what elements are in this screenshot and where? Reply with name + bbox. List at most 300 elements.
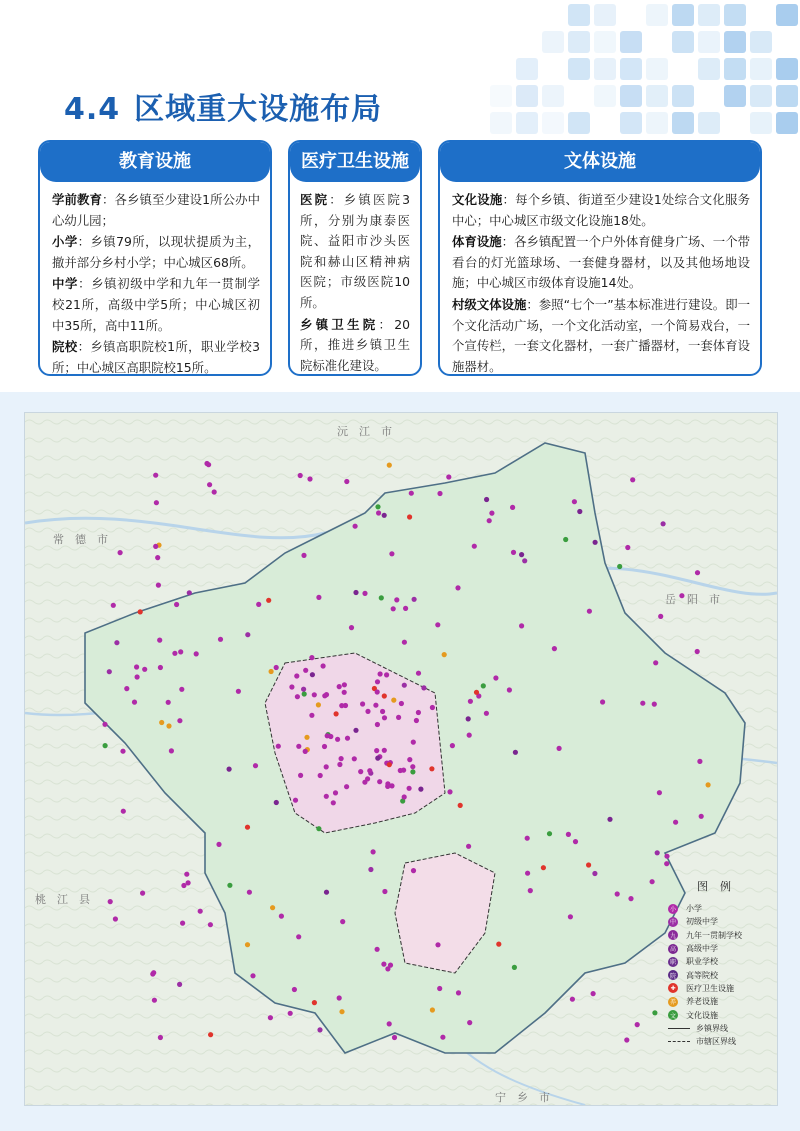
decorative-tile <box>542 85 564 107</box>
facility-marker <box>362 591 367 596</box>
facility-marker <box>450 743 455 748</box>
para <box>300 190 410 314</box>
facility-marker <box>394 597 399 602</box>
facility-marker <box>270 905 275 910</box>
facility-marker <box>373 703 378 708</box>
facility-marker <box>541 865 546 870</box>
legend-label: 文化设施 <box>686 1010 718 1020</box>
legend-symbol-icon: 高 <box>668 944 678 954</box>
township-line-icon <box>668 1028 690 1029</box>
facility-marker <box>342 682 347 687</box>
facility-marker <box>289 684 294 689</box>
card-culture-head: 文体设施 <box>440 142 760 182</box>
facility-marker <box>198 909 203 914</box>
facility-marker <box>216 842 221 847</box>
facility-marker <box>375 504 380 509</box>
facility-marker <box>416 671 421 676</box>
facility-marker <box>172 651 177 656</box>
facility-marker <box>153 544 158 549</box>
facility-marker <box>458 803 463 808</box>
facility-marker <box>375 689 380 694</box>
decorative-tile <box>776 85 798 107</box>
facility-marker <box>557 746 562 751</box>
decorative-tile <box>776 4 798 26</box>
facility-marker <box>568 914 573 919</box>
facility-marker <box>489 511 494 516</box>
facility-marker <box>625 545 630 550</box>
facility-marker <box>114 640 119 645</box>
facility-marker <box>437 986 442 991</box>
card-medical <box>288 140 422 376</box>
facility-marker <box>615 891 620 896</box>
facility-marker <box>368 867 373 872</box>
facility-marker <box>118 550 123 555</box>
legend-item <box>668 1008 772 1021</box>
facility-marker <box>375 679 380 684</box>
facility-marker <box>525 871 530 876</box>
decorative-tile <box>646 112 668 134</box>
para-label: 村级文体设施 <box>452 296 527 312</box>
facility-marker <box>381 962 386 967</box>
decorative-tile <box>490 85 512 107</box>
page-title <box>64 84 382 128</box>
para <box>52 232 260 273</box>
facility-marker <box>384 672 389 677</box>
para <box>52 274 260 336</box>
facility-marker <box>661 521 666 526</box>
para-text: ：乡镇高职院校1所，职业学校3所；中心城区高职院校15所。 <box>52 339 260 375</box>
facility-marker <box>411 740 416 745</box>
legend-label: 初级中学 <box>686 917 718 927</box>
facility-marker <box>159 720 164 725</box>
facility-marker <box>345 736 350 741</box>
facility-marker <box>174 602 179 607</box>
facility-marker <box>154 500 159 505</box>
facility-marker <box>107 669 112 674</box>
para <box>452 232 750 294</box>
facility-marker <box>302 691 307 696</box>
facility-marker <box>132 700 137 705</box>
facility-marker <box>135 674 140 679</box>
facility-marker <box>339 703 344 708</box>
legend-item-township-line <box>668 1022 772 1035</box>
facility-marker <box>456 990 461 995</box>
facility-marker <box>269 669 274 674</box>
facility-marker <box>593 540 598 545</box>
facility-marker <box>375 722 380 727</box>
facility-marker <box>227 767 232 772</box>
facility-marker <box>325 733 330 738</box>
facility-marker <box>652 1010 657 1015</box>
decorative-tile <box>698 58 720 80</box>
label-north: 沅 江 市 <box>337 425 392 438</box>
facility-marker <box>206 462 211 467</box>
facility-marker <box>437 491 442 496</box>
facility-marker <box>365 709 370 714</box>
facility-marker <box>138 609 143 614</box>
decorative-tile <box>568 112 590 134</box>
facility-marker <box>157 638 162 643</box>
facility-marker <box>367 768 372 773</box>
legend-item <box>668 982 772 995</box>
facility-marker <box>298 473 303 478</box>
facility-marker <box>169 748 174 753</box>
card-education <box>38 140 272 376</box>
facility-marker <box>337 762 342 767</box>
facility-marker <box>652 702 657 707</box>
facility-marker <box>296 744 301 749</box>
decorative-tile <box>672 85 694 107</box>
facility-marker <box>695 570 700 575</box>
decorative-tile <box>750 85 772 107</box>
legend-item <box>668 995 772 1008</box>
decorative-tile <box>516 85 538 107</box>
facility-marker <box>187 590 192 595</box>
para-text: ：乡镇79所，以现状提质为主，撤并部分乡村小学；中心城区68所。 <box>52 234 260 270</box>
facility-marker <box>487 518 492 523</box>
facility-marker <box>466 716 471 721</box>
label-south: 宁 乡 市 <box>495 1091 550 1104</box>
para-text: ：20所，推进乡镇卫生院标准化建设。 <box>300 316 410 373</box>
facility-marker <box>563 537 568 542</box>
decorative-tile <box>724 31 746 53</box>
facility-marker <box>380 709 385 714</box>
facility-marker <box>387 1021 392 1026</box>
legend-symbol-icon: 院 <box>668 970 678 980</box>
facility-marker <box>365 776 370 781</box>
facility-marker <box>150 971 155 976</box>
decorative-tile <box>620 85 642 107</box>
legend-item-district-line <box>668 1035 772 1048</box>
facility-marker <box>435 942 440 947</box>
facility-marker <box>664 854 669 859</box>
legend-symbol-icon: 中 <box>668 917 678 927</box>
decorative-tile <box>594 4 616 26</box>
facility-marker <box>324 764 329 769</box>
decorative-tile <box>568 31 590 53</box>
facility-marker <box>528 888 533 893</box>
facility-marker <box>245 942 250 947</box>
decorative-tile <box>750 112 772 134</box>
label-east: 岳 阳 市 <box>665 593 720 606</box>
label-west: 常 德 市 <box>53 533 108 546</box>
facility-marker <box>392 1035 397 1040</box>
decorative-tile <box>490 112 512 134</box>
facility-marker <box>334 711 339 716</box>
facility-marker <box>573 839 578 844</box>
facility-marker <box>236 689 241 694</box>
decorative-tile <box>594 31 616 53</box>
facility-marker <box>276 744 281 749</box>
facility-marker <box>218 637 223 642</box>
legend-label: 市辖区界线 <box>696 1037 736 1047</box>
facility-marker <box>158 1035 163 1040</box>
facility-marker <box>194 651 199 656</box>
legend-label: 九年一贯制学校 <box>686 930 742 940</box>
facility-marker <box>591 991 596 996</box>
facility-marker <box>312 692 317 697</box>
facility-marker <box>339 756 344 761</box>
facility-marker <box>156 583 161 588</box>
decorative-tile <box>750 58 772 80</box>
para <box>52 190 260 231</box>
facility-marker <box>466 844 471 849</box>
decorative-tile <box>620 31 642 53</box>
facility-marker <box>178 649 183 654</box>
facility-marker <box>411 868 416 873</box>
facility-marker <box>333 790 338 795</box>
decorative-tile <box>776 58 798 80</box>
map-legend <box>668 878 772 1048</box>
map-canvas <box>25 413 777 1105</box>
facility-marker <box>407 786 412 791</box>
facility-marker <box>374 748 379 753</box>
section-title: 区域重大设施布局 <box>134 92 383 127</box>
facility-marker <box>353 728 358 733</box>
decorative-tile <box>724 58 746 80</box>
facility-marker <box>429 766 434 771</box>
facility-marker <box>382 748 387 753</box>
decorative-tile <box>594 58 616 80</box>
facility-marker <box>318 773 323 778</box>
facility-marker <box>657 790 662 795</box>
legend-symbol-icon: 九 <box>668 930 678 940</box>
facility-marker <box>617 564 622 569</box>
facility-marker <box>298 773 303 778</box>
facility-marker <box>630 477 635 482</box>
legend-label: 医疗卫生设施 <box>686 983 734 993</box>
facility-marker <box>467 1020 472 1025</box>
facility-marker <box>387 463 392 468</box>
para-label: 乡镇卫生院 <box>300 316 379 332</box>
facility-marker <box>358 769 363 774</box>
facility-marker <box>316 702 321 707</box>
facility-marker <box>402 683 407 688</box>
facility-marker <box>102 722 107 727</box>
facility-marker <box>340 919 345 924</box>
label-southwest: 桃 江 县 <box>35 893 90 906</box>
facility-marker <box>294 673 299 678</box>
legend-item <box>668 929 772 942</box>
legend-label: 乡镇界线 <box>696 1023 728 1033</box>
decorative-tile <box>568 58 590 80</box>
para-text: ：乡镇初级中学和九年一贯制学校21所，高级中学5所；中心城区初中35所，高中11所。 <box>52 276 261 333</box>
decorative-tile <box>646 85 668 107</box>
card-medical-body <box>290 182 420 376</box>
facility-marker <box>484 711 489 716</box>
facility-marker <box>402 640 407 645</box>
facility-marker <box>468 699 473 704</box>
decorative-tile <box>724 4 746 26</box>
facility-marker <box>547 831 552 836</box>
facility-marker <box>227 883 232 888</box>
facility-marker <box>121 809 126 814</box>
facility-marker <box>103 743 108 748</box>
facility-marker <box>407 514 412 519</box>
facility-marker <box>399 701 404 706</box>
facility-marker <box>134 664 139 669</box>
facility-marker <box>295 694 300 699</box>
facility-marker <box>385 784 390 789</box>
legend-item <box>668 955 772 968</box>
decorative-tile <box>672 31 694 53</box>
facility-marker <box>430 1007 435 1012</box>
decorative-tile <box>516 58 538 80</box>
facility-marker <box>513 750 518 755</box>
decorative-tile-pattern <box>490 0 800 140</box>
facility-marker <box>335 737 340 742</box>
facility-marker <box>628 896 633 901</box>
facility-marker <box>430 705 435 710</box>
legend-symbol-icon: 职 <box>668 957 678 967</box>
facility-map <box>24 412 778 1106</box>
facility-marker <box>391 698 396 703</box>
facility-marker <box>296 934 301 939</box>
para <box>300 315 410 376</box>
facility-marker <box>253 763 258 768</box>
facility-marker <box>344 479 349 484</box>
facility-marker <box>371 849 376 854</box>
facility-marker <box>186 880 191 885</box>
legend-label: 小学 <box>686 904 702 914</box>
section-number: 4.4 <box>64 92 121 127</box>
facility-marker <box>166 700 171 705</box>
facility-marker <box>570 997 575 1002</box>
para-label: 文化设施 <box>452 192 503 207</box>
facility-marker <box>455 585 460 590</box>
decorative-tile <box>672 4 694 26</box>
facility-marker <box>511 550 516 555</box>
facility-marker <box>382 693 387 698</box>
facility-marker <box>418 787 423 792</box>
facility-marker <box>409 491 414 496</box>
legend-label: 高级中学 <box>686 944 718 954</box>
legend-symbol-icon: 文 <box>668 1010 678 1020</box>
legend-item <box>668 915 772 928</box>
facility-marker <box>316 595 321 600</box>
facility-marker <box>653 660 658 665</box>
facility-marker <box>342 690 347 695</box>
facility-marker <box>376 510 381 515</box>
facility-marker <box>566 832 571 837</box>
decorative-tile <box>698 112 720 134</box>
facility-marker <box>467 733 472 738</box>
facility-marker <box>484 497 489 502</box>
legend-symbol-icon: ✚ <box>668 983 678 993</box>
facility-marker <box>140 891 145 896</box>
facility-marker <box>673 820 678 825</box>
facility-marker <box>301 687 306 692</box>
legend-symbol-icon: 小 <box>668 904 678 914</box>
facility-marker <box>274 800 279 805</box>
facility-marker <box>309 713 314 718</box>
facility-marker <box>256 602 261 607</box>
facility-marker <box>307 476 312 481</box>
decorative-tile <box>698 4 720 26</box>
facility-marker <box>212 489 217 494</box>
facility-marker <box>324 794 329 799</box>
facility-marker <box>410 769 415 774</box>
legend-symbol-icon: 养 <box>668 997 678 1007</box>
facility-marker <box>155 555 160 560</box>
decorative-tile <box>646 58 668 80</box>
card-culture-body <box>440 182 760 376</box>
legend-label: 养老设施 <box>686 997 718 1007</box>
facility-marker <box>378 671 383 676</box>
facility-marker <box>512 965 517 970</box>
facility-marker <box>402 794 407 799</box>
facility-marker <box>344 784 349 789</box>
facility-marker <box>382 715 387 720</box>
facility-marker <box>440 1035 445 1040</box>
facility-marker <box>331 800 336 805</box>
facility-marker <box>493 675 498 680</box>
facility-marker <box>208 922 213 927</box>
decorative-tile <box>594 85 616 107</box>
facility-marker <box>377 779 382 784</box>
facility-marker <box>312 1000 317 1005</box>
facility-marker <box>245 632 250 637</box>
facility-marker <box>279 914 284 919</box>
facility-marker <box>388 963 393 968</box>
para-label: 学前教育 <box>52 192 103 207</box>
facility-marker <box>600 699 605 704</box>
facility-marker <box>572 499 577 504</box>
facility-marker <box>635 1022 640 1027</box>
para-text: ：每个乡镇、街道至少建设1处综合文化服务中心；中心城区市级文化设施18处。 <box>452 192 751 228</box>
facility-marker <box>321 663 326 668</box>
facility-marker <box>184 872 189 877</box>
facility-marker <box>180 921 185 926</box>
facility-marker <box>353 524 358 529</box>
decorative-tile <box>542 31 564 53</box>
card-medical-head: 医疗卫生设施 <box>290 142 420 182</box>
facility-marker <box>592 871 597 876</box>
decorative-tile <box>646 4 668 26</box>
facility-marker <box>310 672 315 677</box>
facility-marker <box>142 667 147 672</box>
facility-marker <box>208 1032 213 1037</box>
decorative-tile <box>724 85 746 107</box>
decorative-tile <box>542 112 564 134</box>
facility-marker <box>472 544 477 549</box>
facility-marker <box>268 1015 273 1020</box>
facility-marker <box>403 606 408 611</box>
facility-marker <box>446 474 451 479</box>
facility-marker <box>339 1009 344 1014</box>
facility-marker <box>379 595 384 600</box>
facility-marker <box>177 982 182 987</box>
para-label: 体育设施 <box>452 234 502 250</box>
facility-marker <box>522 558 527 563</box>
facility-marker <box>177 718 182 723</box>
facility-marker <box>587 609 592 614</box>
decorative-tile <box>516 112 538 134</box>
legend-label: 职业学校 <box>686 957 718 967</box>
facility-marker <box>292 987 297 992</box>
para-text: ：参照“七个一”基本标准进行建设。即一个文化活动广场，一个文化活动室，一个简易戏台，一个宣传栏，一套文化器材，一套广播器材，一套体育设施器材。 <box>452 296 750 374</box>
facility-marker <box>586 862 591 867</box>
facility-marker <box>510 505 515 510</box>
facility-marker <box>324 692 329 697</box>
facility-marker <box>664 861 669 866</box>
facility-marker <box>124 686 129 691</box>
facility-marker <box>496 942 501 947</box>
facility-marker <box>247 890 252 895</box>
decorative-tile <box>750 31 772 53</box>
facility-marker <box>697 759 702 764</box>
facility-marker <box>316 826 321 831</box>
